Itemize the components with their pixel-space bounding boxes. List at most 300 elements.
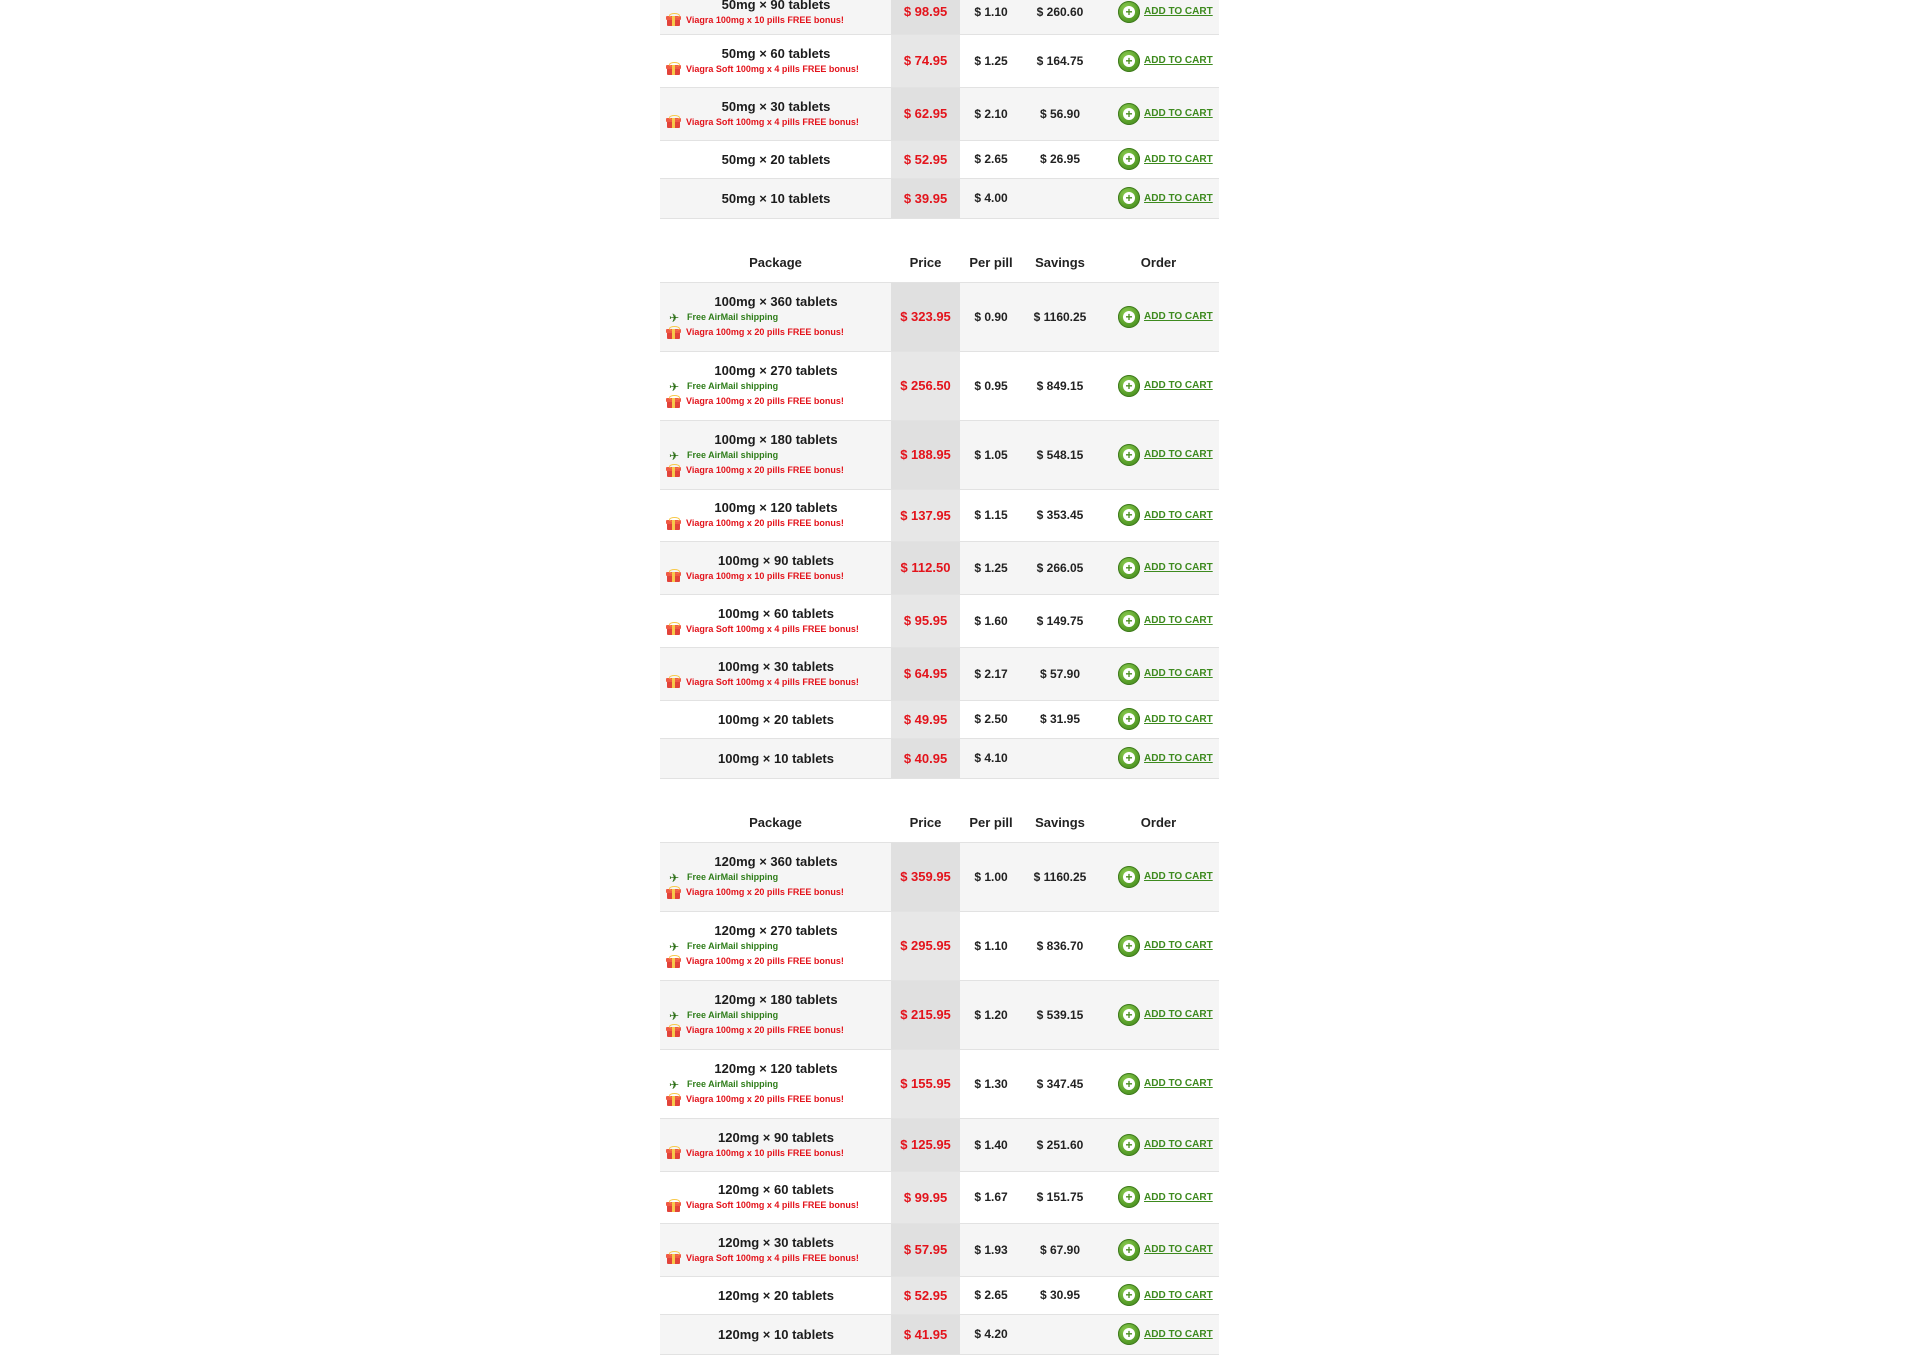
add-to-cart-link[interactable]: ADD TO CART <box>1144 509 1213 521</box>
per-pill-cell: $ 1.10 <box>960 911 1022 980</box>
add-to-cart-button[interactable] <box>1098 148 1219 170</box>
per-pill-cell: $ 4.10 <box>960 738 1022 778</box>
bonus-note <box>665 115 887 130</box>
price-cell: $ 323.95 <box>891 282 960 351</box>
add-to-cart-link[interactable]: ADD TO CART <box>1144 192 1213 204</box>
plus-icon: + <box>1123 55 1135 67</box>
free-shipping-text: Free AirMail shipping <box>687 312 779 322</box>
savings-header: Savings <box>1022 244 1098 283</box>
package-cell <box>660 420 891 489</box>
add-to-cart-link[interactable]: ADD TO CART <box>1144 713 1213 725</box>
table-row <box>660 1171 1219 1223</box>
table-row <box>660 1276 1219 1314</box>
table-row <box>660 0 1219 34</box>
package-cell <box>660 1049 891 1118</box>
bonus-note <box>665 885 887 900</box>
price-cell: $ 359.95 <box>891 842 960 911</box>
bonus-note <box>665 569 887 584</box>
order-cell <box>1098 140 1219 178</box>
package-cell <box>660 594 891 647</box>
package-cell <box>660 541 891 594</box>
bonus-text: Viagra 100mg x 20 pills FREE bonus! <box>686 396 844 406</box>
savings-cell: $ 539.15 <box>1022 980 1098 1049</box>
package-cell <box>660 647 891 700</box>
per-pill-cell: $ 1.20 <box>960 980 1022 1049</box>
per-pill-cell: $ 1.05 <box>960 420 1022 489</box>
table-row <box>660 1223 1219 1276</box>
savings-cell <box>1022 1314 1098 1354</box>
package-cell <box>660 1314 891 1354</box>
plus-icon: + <box>1123 380 1135 392</box>
per-pill-cell: $ 2.65 <box>960 140 1022 178</box>
add-cart-plus-icon[interactable] <box>1118 187 1140 209</box>
table-row <box>660 178 1219 218</box>
package-name: 50mg × 10 tablets <box>721 190 831 206</box>
add-cart-plus-icon[interactable] <box>1118 306 1140 328</box>
gift-icon <box>666 623 681 635</box>
add-cart-plus-icon[interactable] <box>1118 50 1140 72</box>
add-cart-plus-icon[interactable] <box>1118 1186 1140 1208</box>
savings-cell: $ 30.95 <box>1022 1276 1098 1314</box>
order-header: Order <box>1098 804 1219 843</box>
free-shipping-text: Free AirMail shipping <box>687 941 779 951</box>
add-to-cart-button[interactable] <box>1098 610 1219 632</box>
add-cart-plus-icon[interactable] <box>1118 935 1140 957</box>
price-header: Price <box>891 804 960 843</box>
add-cart-plus-icon[interactable] <box>1118 747 1140 769</box>
free-shipping-text: Free AirMail shipping <box>687 381 779 391</box>
add-cart-plus-icon[interactable] <box>1118 1 1140 23</box>
per-pill-cell: $ 2.17 <box>960 647 1022 700</box>
table-row <box>660 700 1219 738</box>
order-cell <box>1098 1276 1219 1314</box>
add-cart-plus-icon[interactable] <box>1118 1134 1140 1156</box>
add-to-cart-button[interactable] <box>1098 103 1219 125</box>
add-to-cart-link[interactable]: ADD TO CART <box>1144 1009 1213 1020</box>
add-to-cart-link[interactable]: ADD TO CART <box>1144 108 1213 119</box>
order-cell <box>1098 1314 1219 1354</box>
package-cell <box>660 34 891 87</box>
gift-icon <box>666 1094 681 1106</box>
gift-icon <box>666 1200 681 1212</box>
add-cart-plus-icon[interactable] <box>1118 610 1140 632</box>
table-row <box>660 980 1219 1049</box>
add-cart-plus-icon[interactable] <box>1118 444 1140 466</box>
free-shipping-text: Free AirMail shipping <box>687 872 779 882</box>
add-cart-plus-icon[interactable] <box>1118 148 1140 170</box>
order-cell <box>1098 700 1219 738</box>
gift-icon <box>666 327 681 339</box>
per-pill-cell: $ 1.67 <box>960 1171 1022 1223</box>
add-to-cart-link[interactable]: ADD TO CART <box>1144 153 1213 165</box>
package-cell <box>660 1276 891 1314</box>
per-pill-cell: $ 0.95 <box>960 351 1022 420</box>
order-cell <box>1098 87 1219 140</box>
free-shipping-note <box>665 379 887 394</box>
bonus-text: Viagra 100mg x 10 pills FREE bonus! <box>686 14 844 25</box>
add-cart-plus-icon[interactable] <box>1118 1073 1140 1095</box>
per-pill-cell: $ 1.15 <box>960 489 1022 541</box>
table-row <box>660 351 1219 420</box>
per-pill-cell: $ 2.10 <box>960 87 1022 140</box>
table-row <box>660 420 1219 489</box>
order-header: Order <box>1098 244 1219 283</box>
add-to-cart-link[interactable]: ADD TO CART <box>1144 449 1213 460</box>
free-shipping-text: Free AirMail shipping <box>687 1010 779 1020</box>
savings-cell <box>1022 178 1098 218</box>
table-row <box>660 140 1219 178</box>
add-to-cart-link[interactable]: ADD TO CART <box>1144 1191 1213 1203</box>
plus-icon: + <box>1123 509 1135 521</box>
savings-cell: $ 57.90 <box>1022 647 1098 700</box>
package-name: 120mg × 90 tablets <box>718 1129 834 1145</box>
savings-cell: $ 56.90 <box>1022 87 1098 140</box>
table-row <box>660 1118 1219 1171</box>
price-cell: $ 295.95 <box>891 911 960 980</box>
airplane-icon: ✈ <box>668 1077 680 1092</box>
add-cart-plus-icon[interactable] <box>1118 103 1140 125</box>
free-shipping-text: Free AirMail shipping <box>687 1079 779 1089</box>
price-cell: $ 155.95 <box>891 1049 960 1118</box>
price-cell: $ 125.95 <box>891 1118 960 1171</box>
plus-icon: + <box>1123 1191 1135 1203</box>
package-cell <box>660 1171 891 1223</box>
per-pill-cell: $ 4.20 <box>960 1314 1022 1354</box>
package-cell <box>660 282 891 351</box>
per-pill-cell: $ 2.50 <box>960 700 1022 738</box>
savings-cell: $ 260.60 <box>1022 0 1098 34</box>
package-name: 120mg × 120 tablets <box>714 1061 838 1076</box>
add-to-cart-button[interactable] <box>1098 747 1219 769</box>
free-shipping-text: Free AirMail shipping <box>687 450 779 460</box>
table-row <box>660 489 1219 541</box>
package-name: 100mg × 20 tablets <box>718 711 834 727</box>
gift-icon <box>666 887 681 899</box>
order-cell <box>1098 1118 1219 1171</box>
add-cart-plus-icon[interactable] <box>1118 708 1140 730</box>
add-cart-plus-icon[interactable] <box>1118 1004 1140 1026</box>
order-cell <box>1098 842 1219 911</box>
table-row <box>660 1314 1219 1354</box>
per-pill-cell: $ 0.90 <box>960 282 1022 351</box>
table-row <box>660 594 1219 647</box>
per-pill-cell: $ 1.30 <box>960 1049 1022 1118</box>
gift-icon <box>666 1025 681 1037</box>
package-name: 100mg × 270 tablets <box>714 363 838 378</box>
add-to-cart-button[interactable] <box>1098 866 1219 888</box>
plus-icon: + <box>1123 449 1135 461</box>
plus-icon: + <box>1123 871 1135 883</box>
package-cell <box>660 489 891 541</box>
add-to-cart-link[interactable]: ADD TO CART <box>1144 380 1213 391</box>
per-pill-cell: $ 1.00 <box>960 842 1022 911</box>
package-cell <box>660 911 891 980</box>
savings-header: Savings <box>1022 804 1098 843</box>
package-name: 120mg × 270 tablets <box>714 923 838 938</box>
table-row <box>660 738 1219 778</box>
package-name: 100mg × 120 tablets <box>714 500 838 515</box>
price-cell: $ 74.95 <box>891 34 960 87</box>
bonus-text: Viagra Soft 100mg x 4 pills FREE bonus! <box>686 676 859 687</box>
free-shipping-note <box>665 1077 887 1092</box>
bonus-text: Viagra Soft 100mg x 4 pills FREE bonus! <box>686 63 859 74</box>
add-to-cart-link[interactable]: ADD TO CART <box>1144 668 1213 679</box>
savings-cell: $ 1160.25 <box>1022 282 1098 351</box>
gift-icon <box>666 956 681 968</box>
package-name: 100mg × 10 tablets <box>718 750 834 766</box>
per-pill-header: Per pill <box>960 244 1022 283</box>
order-cell <box>1098 34 1219 87</box>
savings-cell: $ 26.95 <box>1022 140 1098 178</box>
order-cell <box>1098 911 1219 980</box>
plus-icon: + <box>1123 1078 1135 1090</box>
bonus-text: Viagra 100mg x 20 pills FREE bonus! <box>686 887 844 897</box>
order-cell <box>1098 980 1219 1049</box>
package-cell <box>660 87 891 140</box>
savings-cell: $ 347.45 <box>1022 1049 1098 1118</box>
gift-icon <box>666 396 681 408</box>
gift-icon <box>666 116 681 128</box>
add-to-cart-button[interactable] <box>1098 663 1219 685</box>
price-cell: $ 188.95 <box>891 420 960 489</box>
plus-icon: + <box>1123 311 1135 323</box>
savings-cell: $ 353.45 <box>1022 489 1098 541</box>
add-to-cart-button[interactable] <box>1098 1134 1219 1156</box>
free-shipping-note <box>665 310 887 325</box>
bonus-note <box>665 394 887 409</box>
add-to-cart-button[interactable] <box>1098 1239 1219 1261</box>
price-tables <box>660 0 1219 1355</box>
package-name: 120mg × 10 tablets <box>718 1326 834 1342</box>
add-cart-plus-icon[interactable] <box>1118 375 1140 397</box>
savings-cell <box>1022 738 1098 778</box>
table-row <box>660 541 1219 594</box>
free-shipping-note <box>665 939 887 954</box>
per-pill-cell: $ 1.10 <box>960 0 1022 34</box>
add-to-cart-link[interactable]: ADD TO CART <box>1144 1328 1213 1340</box>
add-to-cart-link[interactable]: ADD TO CART <box>1144 1244 1213 1255</box>
plus-icon: + <box>1123 1289 1135 1301</box>
package-cell <box>660 842 891 911</box>
table-row <box>660 647 1219 700</box>
bonus-note <box>665 325 887 340</box>
price-table <box>660 244 1219 779</box>
table-row <box>660 842 1219 911</box>
add-to-cart-link[interactable]: ADD TO CART <box>1144 1078 1213 1089</box>
plus-icon: + <box>1123 1009 1135 1021</box>
savings-cell: $ 849.15 <box>1022 351 1098 420</box>
plus-icon: + <box>1123 153 1135 165</box>
savings-cell: $ 251.60 <box>1022 1118 1098 1171</box>
add-to-cart-button[interactable] <box>1098 1073 1219 1095</box>
package-cell <box>660 0 891 34</box>
plus-icon: + <box>1123 752 1135 764</box>
add-cart-plus-icon[interactable] <box>1118 1239 1140 1261</box>
airplane-icon: ✈ <box>668 939 680 954</box>
package-name: 100mg × 90 tablets <box>718 552 834 568</box>
add-to-cart-button[interactable] <box>1098 1323 1219 1345</box>
add-to-cart-button[interactable] <box>1098 708 1219 730</box>
bonus-text: Viagra Soft 100mg x 4 pills FREE bonus! <box>686 116 859 127</box>
gift-icon <box>666 63 681 75</box>
bonus-note <box>665 675 887 690</box>
bonus-note <box>665 463 887 478</box>
package-name: 50mg × 60 tablets <box>721 45 831 61</box>
add-to-cart-button[interactable] <box>1098 306 1219 328</box>
order-cell <box>1098 541 1219 594</box>
bonus-note <box>665 1092 887 1107</box>
add-to-cart-link[interactable]: ADD TO CART <box>1144 6 1213 18</box>
table-row <box>660 282 1219 351</box>
package-cell <box>660 700 891 738</box>
price-cell: $ 40.95 <box>891 738 960 778</box>
package-name: 50mg × 30 tablets <box>721 98 831 114</box>
bonus-note <box>665 954 887 969</box>
package-name: 120mg × 60 tablets <box>718 1182 834 1197</box>
per-pill-cell: $ 1.25 <box>960 34 1022 87</box>
per-pill-header: Per pill <box>960 804 1022 843</box>
add-to-cart-button[interactable] <box>1098 50 1219 72</box>
add-to-cart-link[interactable]: ADD TO CART <box>1144 562 1213 573</box>
bonus-text: Viagra 100mg x 10 pills FREE bonus! <box>686 1147 844 1158</box>
price-table <box>660 0 1219 219</box>
airplane-icon: ✈ <box>668 448 680 463</box>
gift-icon <box>666 14 681 26</box>
bonus-text: Viagra 100mg x 20 pills FREE bonus! <box>686 327 844 337</box>
order-cell <box>1098 1049 1219 1118</box>
package-name: 120mg × 360 tablets <box>714 854 838 869</box>
price-cell: $ 57.95 <box>891 1223 960 1276</box>
bonus-text: Viagra 100mg x 20 pills FREE bonus! <box>686 465 844 475</box>
bonus-text: Viagra 100mg x 20 pills FREE bonus! <box>686 518 844 528</box>
add-to-cart-button[interactable] <box>1098 375 1219 397</box>
add-cart-plus-icon[interactable] <box>1118 663 1140 685</box>
bonus-note <box>665 1198 887 1213</box>
add-cart-plus-icon[interactable] <box>1118 866 1140 888</box>
table-header-row <box>660 804 1219 843</box>
add-to-cart-link[interactable]: ADD TO CART <box>1144 311 1213 322</box>
add-to-cart-link[interactable]: ADD TO CART <box>1144 871 1213 882</box>
add-cart-plus-icon[interactable] <box>1118 504 1140 526</box>
bonus-note <box>665 1146 887 1161</box>
order-cell <box>1098 282 1219 351</box>
per-pill-cell: $ 1.40 <box>960 1118 1022 1171</box>
plus-icon: + <box>1123 108 1135 120</box>
price-cell: $ 64.95 <box>891 647 960 700</box>
order-cell <box>1098 178 1219 218</box>
add-cart-plus-icon[interactable] <box>1118 1323 1140 1345</box>
bonus-text: Viagra 100mg x 20 pills FREE bonus! <box>686 956 844 966</box>
savings-cell: $ 548.15 <box>1022 420 1098 489</box>
package-name: 120mg × 30 tablets <box>718 1234 834 1250</box>
plus-icon: + <box>1123 1328 1135 1340</box>
bonus-note <box>665 516 887 531</box>
bonus-text: Viagra Soft 100mg x 4 pills FREE bonus! <box>686 1200 859 1210</box>
add-to-cart-button[interactable] <box>1098 187 1219 209</box>
savings-cell: $ 31.95 <box>1022 700 1098 738</box>
order-cell <box>1098 594 1219 647</box>
price-cell: $ 99.95 <box>891 1171 960 1223</box>
bonus-text: Viagra 100mg x 10 pills FREE bonus! <box>686 570 844 581</box>
bonus-note <box>665 13 887 28</box>
order-cell <box>1098 0 1219 34</box>
gift-icon <box>666 1147 681 1159</box>
savings-cell: $ 836.70 <box>1022 911 1098 980</box>
bonus-note <box>665 1251 887 1266</box>
add-to-cart-button[interactable] <box>1098 935 1219 957</box>
savings-cell: $ 151.75 <box>1022 1171 1098 1223</box>
plus-icon: + <box>1123 6 1135 18</box>
add-to-cart-button[interactable] <box>1098 557 1219 579</box>
add-cart-plus-icon[interactable] <box>1118 1284 1140 1306</box>
add-to-cart-button[interactable] <box>1098 504 1219 526</box>
package-name: 120mg × 180 tablets <box>714 992 838 1007</box>
airplane-icon: ✈ <box>668 870 680 885</box>
bonus-note <box>665 62 887 77</box>
add-to-cart-link[interactable]: ADD TO CART <box>1144 1289 1213 1301</box>
bonus-note <box>665 622 887 637</box>
savings-cell: $ 1160.25 <box>1022 842 1098 911</box>
add-to-cart-link[interactable]: ADD TO CART <box>1144 1139 1213 1150</box>
price-cell: $ 49.95 <box>891 700 960 738</box>
package-cell <box>660 1118 891 1171</box>
package-name: 100mg × 60 tablets <box>718 605 834 621</box>
price-table <box>660 804 1219 1355</box>
free-shipping-note <box>665 1008 887 1023</box>
package-name: 100mg × 360 tablets <box>714 294 838 309</box>
airplane-icon: ✈ <box>668 379 680 394</box>
add-to-cart-link[interactable]: ADD TO CART <box>1144 752 1213 764</box>
order-cell <box>1098 420 1219 489</box>
package-cell <box>660 738 891 778</box>
add-to-cart-button[interactable] <box>1098 1004 1219 1026</box>
per-pill-cell: $ 2.65 <box>960 1276 1022 1314</box>
order-cell <box>1098 738 1219 778</box>
plus-icon: + <box>1123 1244 1135 1256</box>
table-row <box>660 911 1219 980</box>
free-shipping-note <box>665 870 887 885</box>
add-to-cart-button[interactable] <box>1098 444 1219 466</box>
price-cell: $ 215.95 <box>891 980 960 1049</box>
per-pill-cell: $ 1.25 <box>960 541 1022 594</box>
package-cell <box>660 140 891 178</box>
gift-icon <box>666 676 681 688</box>
add-cart-plus-icon[interactable] <box>1118 557 1140 579</box>
package-header: Package <box>660 804 891 843</box>
airplane-icon: ✈ <box>668 310 680 325</box>
add-to-cart-link[interactable]: ADD TO CART <box>1144 940 1213 951</box>
table-row <box>660 87 1219 140</box>
per-pill-cell: $ 1.93 <box>960 1223 1022 1276</box>
add-to-cart-button[interactable] <box>1098 1 1219 23</box>
per-pill-cell: $ 4.00 <box>960 178 1022 218</box>
bonus-text: Viagra 100mg x 20 pills FREE bonus! <box>686 1094 844 1104</box>
price-cell: $ 41.95 <box>891 1314 960 1354</box>
price-cell: $ 52.95 <box>891 140 960 178</box>
plus-icon: + <box>1123 713 1135 725</box>
package-cell <box>660 178 891 218</box>
add-to-cart-button[interactable] <box>1098 1284 1219 1306</box>
add-to-cart-link[interactable]: ADD TO CART <box>1144 615 1213 626</box>
savings-cell: $ 149.75 <box>1022 594 1098 647</box>
gift-icon <box>666 518 681 530</box>
add-to-cart-button[interactable] <box>1098 1186 1219 1208</box>
add-to-cart-link[interactable]: ADD TO CART <box>1144 55 1213 66</box>
package-cell <box>660 351 891 420</box>
order-cell <box>1098 351 1219 420</box>
order-cell <box>1098 1171 1219 1223</box>
price-cell: $ 52.95 <box>891 1276 960 1314</box>
